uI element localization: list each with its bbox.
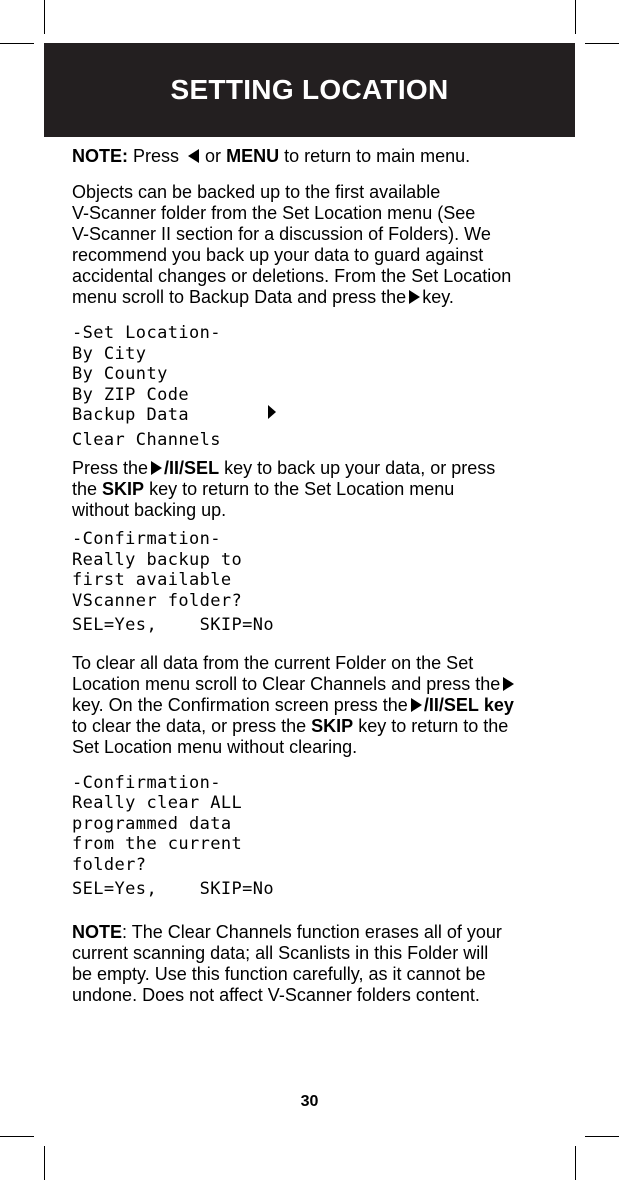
- crop-mark: [575, 0, 576, 34]
- page-content: [72, 146, 542, 1006]
- text-line: accidental changes or deletions. From the Set Location: [72, 266, 512, 286]
- text-line: without backing up.: [72, 500, 227, 520]
- crop-mark: [585, 43, 619, 44]
- text-line: V-Scanner folder from the Set Location menu (See: [72, 203, 476, 223]
- page-header: [44, 43, 575, 137]
- menu-key: MENU: [226, 146, 280, 166]
- left-triangle-icon: [188, 149, 199, 163]
- skip-key: SKIP: [102, 479, 145, 499]
- lcd-line: Really clear ALL: [72, 793, 243, 813]
- clear-instructions: [72, 653, 542, 758]
- lcd-line: folder?: [72, 854, 147, 875]
- lcd-line: Clear Channels: [72, 429, 221, 450]
- note-label: NOTE: [72, 921, 123, 942]
- selection-arrow-icon: [268, 405, 276, 419]
- right-triangle-icon: [503, 677, 514, 691]
- crop-mark: [44, 0, 45, 34]
- page-title: SETTING LOCATION: [170, 74, 449, 105]
- text-line: to clear the data, or press the: [72, 715, 307, 736]
- lcd-line: -Confirmation-: [72, 529, 221, 549]
- lcd-confirm-backup: [72, 529, 542, 636]
- lcd-line: first available: [72, 570, 232, 590]
- text-line: key to return to the: [358, 715, 509, 736]
- lcd-line: By County: [72, 364, 168, 384]
- page-number: 30: [300, 1093, 319, 1110]
- text-line: key.: [422, 287, 454, 307]
- text-line: key to return to the Set Location menu: [149, 479, 455, 499]
- clear-channels-note: [72, 922, 542, 1006]
- lcd-line: -Set Location-: [72, 323, 221, 343]
- crop-mark: [585, 1136, 619, 1137]
- note-label: NOTE:: [72, 146, 128, 166]
- crop-mark: [44, 1146, 45, 1180]
- text-line: menu scroll to Backup Data and press the: [72, 287, 407, 307]
- crop-mark: [0, 1136, 34, 1137]
- skip-key: SKIP: [311, 715, 354, 736]
- crop-mark: [575, 1146, 576, 1180]
- sel-key: /II/SEL: [164, 458, 220, 478]
- lcd-line: from the current: [72, 834, 243, 854]
- lcd-line: By ZIP Code: [72, 384, 189, 405]
- text-line: Press the: [72, 458, 149, 478]
- text-line: Set Location menu without clearing.: [72, 736, 358, 757]
- text-line: : The Clear Channels function erases all of your: [122, 921, 502, 942]
- sel-key: /II/SEL: [423, 694, 479, 715]
- note-menu-return: [72, 146, 542, 167]
- text-line: the: [72, 479, 98, 499]
- lcd-line: Really backup to: [72, 549, 243, 570]
- right-triangle-icon: [411, 698, 422, 712]
- backup-instructions: [72, 458, 542, 521]
- text-line: be empty. Use this function carefully, as it cannot be: [72, 963, 486, 984]
- text-line: To clear all data from the current Folder on the Set: [72, 652, 474, 673]
- text-line: Location menu scroll to Clear Channels and press the: [72, 673, 501, 694]
- note-text: Press: [133, 146, 180, 166]
- lcd-line-selected: [72, 405, 542, 426]
- crop-mark: [0, 43, 34, 44]
- text-line: Objects can be backed up to the first available: [72, 182, 441, 202]
- right-triangle-icon: [409, 290, 420, 304]
- right-triangle-icon: [151, 461, 162, 475]
- lcd-line: By City: [72, 343, 147, 364]
- key-word: key: [483, 694, 514, 715]
- text-line: V-Scanner II section for a discussion of Folders). We: [72, 224, 491, 244]
- text-line: key to back up your data, or press: [224, 458, 496, 478]
- lcd-line: SEL=Yes, SKIP=No: [72, 879, 275, 899]
- lcd-text: Backup Data: [72, 405, 189, 425]
- lcd-line: programmed data: [72, 813, 232, 834]
- text-line: current scanning data; all Scanlists in this Folder will: [72, 942, 489, 963]
- text-line: key. On the Confirmation screen press the: [72, 694, 408, 715]
- lcd-line: VScanner folder?: [72, 590, 243, 611]
- lcd-set-location-menu: [72, 323, 542, 450]
- text-line: recommend you back up your data to guard against: [72, 245, 484, 265]
- note-text: or: [205, 146, 222, 166]
- backup-paragraph: [72, 182, 542, 308]
- lcd-line: SEL=Yes, SKIP=No: [72, 615, 275, 635]
- note-text: to return to main menu.: [284, 146, 471, 166]
- lcd-confirm-clear: [72, 773, 542, 900]
- lcd-line: -Confirmation-: [72, 772, 221, 793]
- text-line: undone. Does not affect V-Scanner folders content.: [72, 984, 480, 1005]
